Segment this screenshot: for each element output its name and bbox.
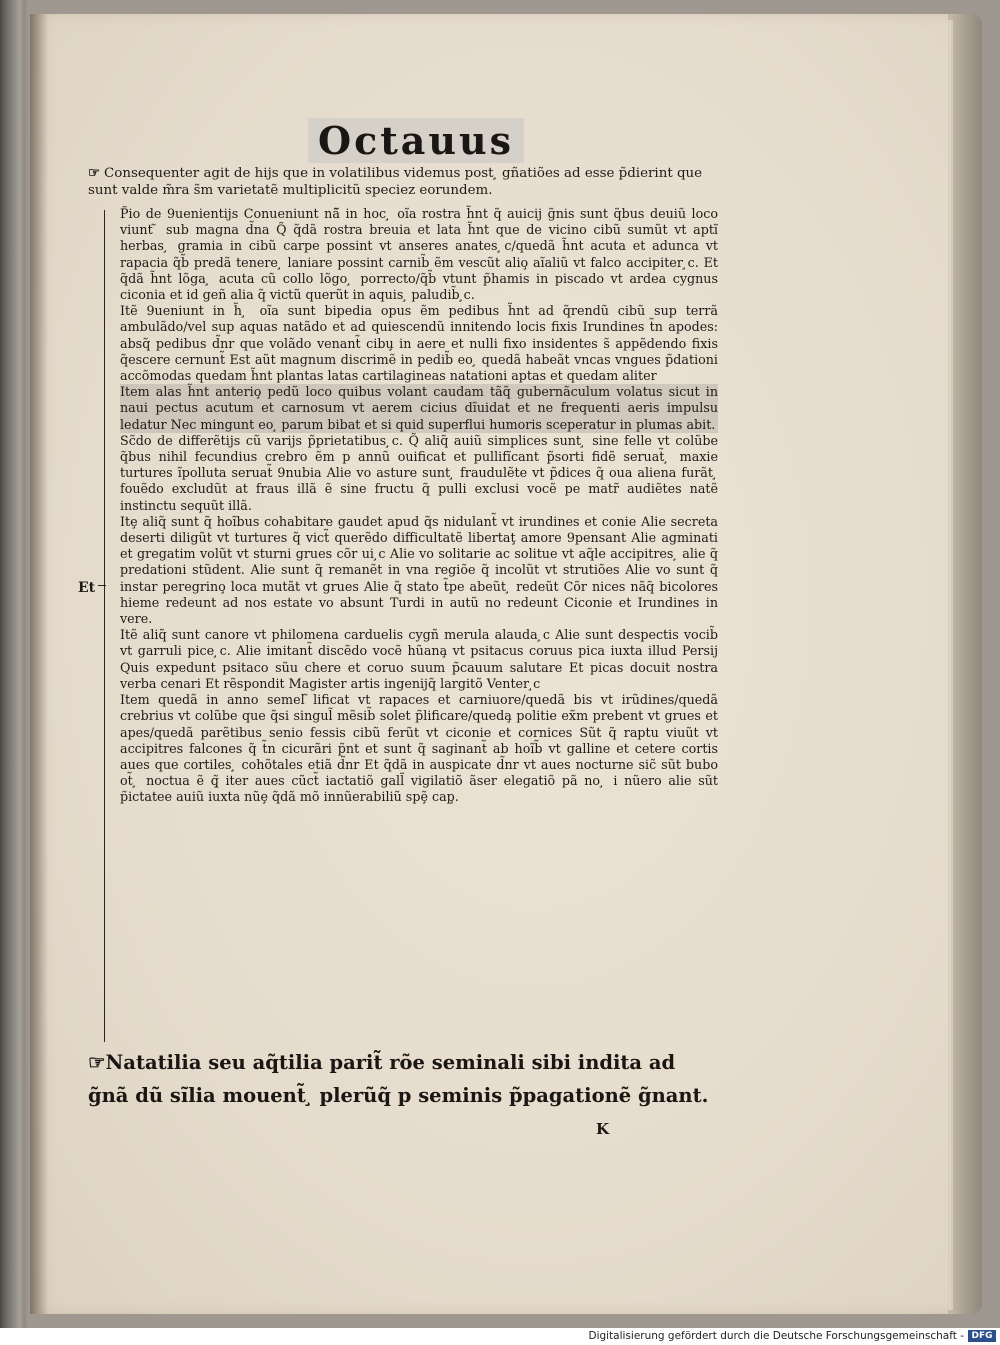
conclusion-paragraph [88,1046,710,1112]
text-paragraph: Item alas h̃nt anterio̧ pedũ loco quibus volant caudam tãq̃ gubernãculum volatus sicut in naui pectus acutum et carnosum vt aerem cicius dĩuidat et ne frequenti aeris impulsu ledatur Nec mingunt eo ̧ parum bibat et si quid superflui humoris sceperatur in plumas abit. [120,384,718,432]
signature-mark: K [596,1120,610,1138]
bracket-notch [98,585,106,594]
text-paragraph: Item quedã in anno semel ̃lificat vt rapaces et carniuore/quedã bis vt irũdines/quedã crebrius vt colũbe que q̃si singul̃ mẽsib̃ solet p̃lificare/queda̧ politie ex̃m prebent vt grues et apes/quedã parẽtibus senio fessis cibũ ferũt vt ciconie et cornices Sũt q̃ raptu viuũt vt accipitres falcones q̃ t̃n cicurãri p̃nt et sunt q̃ saginant̃ ab hoĩb̃ vt galline et cetere cortis aues que cortiles ̧ cohõtales etiã d̃nr Et q̃dã in auspicate d̃nr vt aues nocturne sic̃ sũt bubo ot̃ ̧ noctua ẽ q̧̃ iter aues cũct̃ iactatiõ gall̃ vigilatiõ ãser elegatiõ pã no ̧ i nũero alie sũt p̃ictatee auiũ iuxta nũȩ q̃dã mõ innũerabiliũ spȩ̃ cap̧. [120,692,718,805]
intro-text: Consequenter agit de hijs que in volatilibus videmus post ̧ gñatiões ad esse p̃dierint que sunt valde m̃ra s̃m varietatẽ multiplicitũ speciez eorundem. [88,166,703,198]
text-paragraph: P̃io de 9uenientijs Conueniunt nã̃ in hoc ̧ oĩa rostra h̃nt q̃ auicij g̃nis sunt q̃bus deuiũ loco viunt ̃ sub magna d̃na Q̃ q̃dã rostra breuia et lata h̃nt que de vicino cibũ sumũt vt aptĩ herbas ̧ gramia in cibũ carpe possint vt anseres anates ̧c/quedã h̃nt acuta et adunca vt rapacia q̃b̃ predã tenere ̧ laniare possint carnib̃ ẽm vescũt alio̧ aĩaliũ vt falco accipiter ̧c. Et q̃dã h̃nt lõga ̧ acuta cũ collo lõgo ̧ porrecto/q̃b̃ vtunt p̃hamis in piscado vt ardea cygnus ciconia et id geñ alia q̃ victũ querũt in aquis ̧ paludib̃ ̧c. [120,206,718,303]
intro-paragraph [88,165,720,199]
text-paragraph: Itȩ aliq̃ sunt q̃ hoĩbus cohabitare gaudet apud q̃s nidulant̃ vt irundines et conie Alie secreta deserti diligũt vt turtures q̃ vict̃ querẽdo difficultatẽ libertaţ amore 9pensant Alie agminati et gregatim volũt vt sturni grues cõr ui ̧c Alie vo solitarie ac solitue vt aq̃le accipitres ̧ alie q̃ predationi stũdent. Alie sunt q̃ remanẽt in vna regiõe q̃ incolũt vt strutiões Alie vo sunt q̃ instar peregrino̧ loca mutãt vt grues Alie q̃ stato t̃pe abeũt ̧ redeũt Cõr nices nãq̃ bicolores hieme redeunt ad nos estate vo absunt Turdi in autũ no redeunt Ciconie et Irundines in vere. [120,513,718,627]
text-paragraph: Itẽ 9ueniunt in h̃ ̧ oĩa sunt bipedia opus ẽm pedibus h̃nt ad q̃rendũ cibũ sup terrã ambulãdo/vel sup aquas natãdo et ad quiescendũ innitendo locis fixis Irundines t̃n apodes: absq̃ pedibus d̃nr que volãdo venant̃ cibu̧ in aere et nulli fixo insidentes s̃ appẽdendo fixis q̃escere cernunt̃ Est aũt magnum discrimẽ in pedib̃ eo ̧ quedã habeãt vncas vngues p̃dationi accõmodas quedam h̃nt plantas latas cartilagineas natationi aptas et quedam aliter [120,303,718,384]
footer-credit: Digitalisierung gefördert durch die Deutsche Forschungsgemeinschaft - [588,1330,964,1342]
paragraph-mark-icon: ☞ [88,165,101,181]
page-heading: Octauus [308,118,524,163]
page-gutter-shadow [30,14,48,1314]
margin-note: Et [78,580,96,596]
dfg-logo: DFG [968,1330,996,1342]
paragraph-mark-icon: ☞ [88,1051,106,1074]
conclusion-text: Natatilia seu aq̃tilia parit̃ rõe seminali sibi indita ad g̃nã dũ sĩlia mouent̃ ̧ plerũq̃ p seminis p̃pagationẽ g̃nant. [88,1051,709,1107]
text-paragraph: Sc̃do de differẽtijs cũ varijs p̃prietatibus ̧c. Q̃ aliq̃ auiũ simplices sunt ̧ sine felle vt colũbe q̃bus nihil fecundius crebro ẽm p annũ ouificat et pullifĩcant p̃sorti fidẽ seruat̃ ̧ maxie turtures ĩpolluta seruat̃ 9nubia Alie vo asture sunt ̧ fraudulẽte vt p̃dices q̃ oua aliena furãt ̧ fouẽdo excludũt at fraus illã ẽ sine fructu q̃ pulli exclusi vocẽ pe matr̃ audiẽtes natẽ instinctu sequũt illã. [120,432,718,513]
footer-bar [0,1328,1000,1345]
main-text-block [120,206,718,806]
margin-bracket [104,210,113,1042]
text-paragraph: Itẽ aliq̃ sunt canore vt philomena carduelis cygñ merula alauda ̧c Alie sunt despectis vocib̃ vt garruli pice ̧c. Alie imitant̃ discẽdo vocẽ hũana̧ vt psitacus coruus pica iuxta illud Persij Quis expedunt psitaco sũu chere et coruo suum p̃cauum salutare Et picas docuit nostra verba cenari Et rẽspondit Magister artis ingenijq̃ largitõ Venter ̧c [120,627,718,691]
